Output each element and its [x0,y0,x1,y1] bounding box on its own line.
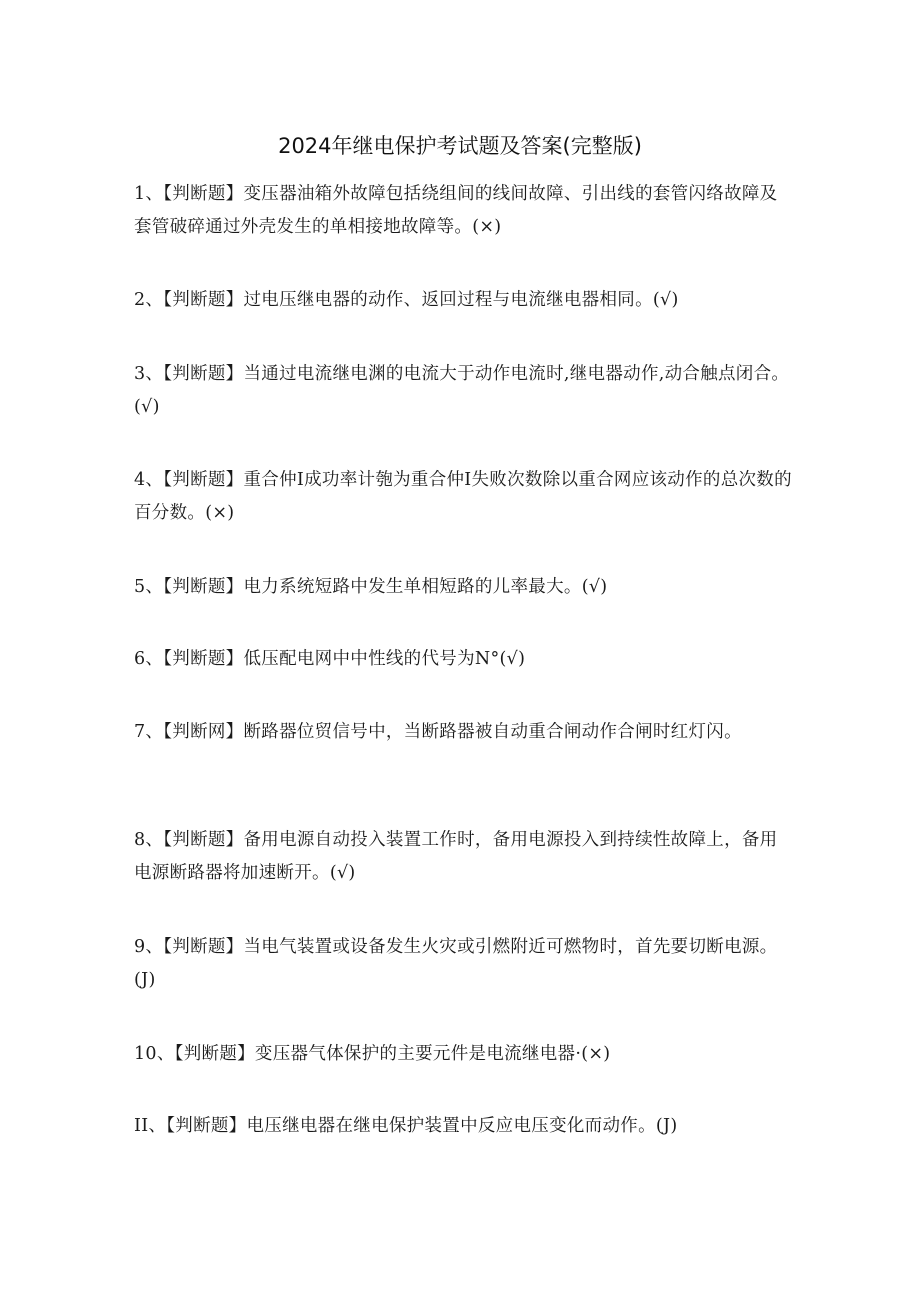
question-type-tag: 【判断题】 [174,1044,255,1064]
question-number: 10、 [134,1044,175,1064]
question-text: 当通过电流继电渊的电流大于动作电流时,继电器动作,动合触点闭合。 [243,364,790,384]
question-answer: (×) [205,503,235,523]
question-type-tag: 【判断题】 [163,470,244,490]
question-type-tag: 【判断题】 [163,937,244,957]
question-number: 8、 [134,830,164,850]
question-text: 低压配电网中中性线的代号为N° [243,649,500,669]
question-number: 5、 [134,577,164,597]
question-text: 当电气装置或设备发生火灾或引燃附近可燃物时，首先要切断电源。 [243,937,778,957]
question-number: 4、 [134,470,164,490]
question-answer: (J) [655,1116,678,1136]
question-answer: (√) [652,290,679,310]
question-answer: (×) [472,217,502,237]
question-item [134,1038,794,1071]
question-number: 3、 [134,364,164,384]
question-text: 电力系统短路中发生单相短路的儿率最大。 [243,577,582,597]
question-text: 电压继电器在继电保护装置中反应电压变化而动作。 [246,1116,656,1136]
question-item [134,358,794,424]
question-type-tag: 【判断题】 [163,649,244,669]
question-item [134,1110,794,1143]
question-number: II、 [134,1116,167,1136]
question-number: 9、 [134,937,164,957]
question-item [134,284,794,317]
question-text: 断路器位贸信号中，当断路器被自动重合闸动作合闸时红灯闪。 [243,722,742,742]
question-item [134,178,794,244]
question-type-tag: 【判断题】 [166,1116,247,1136]
question-text: 变压器油箱外故障包括绕组间的线间故障、引出线的套管闪络故障及套管破碎通过外壳发生的单相接地故障等。 [134,184,778,237]
question-type-tag: 【判断题】 [163,290,244,310]
question-number: 6、 [134,649,164,669]
question-answer: (√) [329,863,356,883]
question-answer: (J) [134,970,156,990]
question-number: 1、 [134,184,164,204]
question-answer: (×) [581,1044,611,1064]
question-answer: (√) [134,397,160,417]
question-text: 变压器气体保护的主要元件是电流继电器· [254,1044,582,1064]
question-item [134,464,794,530]
question-text: 备用电源自动投入装置工作时，备用电源投入到持续性故障上，备用电源断路器将加速断开。 [134,830,778,883]
question-type-tag: 【判断题】 [163,364,244,384]
question-item [134,824,794,890]
question-answer: (√) [581,577,608,597]
question-type-tag: 【判断题】 [163,577,244,597]
question-text: 过电压继电器的动作、返回过程与电流继电器相同。 [243,290,653,310]
question-type-tag: 【判断题】 [163,830,244,850]
question-answer: (√) [499,649,526,669]
question-item [134,643,794,676]
question-number: 2、 [134,290,164,310]
question-item [134,716,794,749]
question-type-tag: 【判断网】 [163,722,244,742]
document-title: 2024年继电保护考试题及答案(完整版) [278,134,642,158]
question-type-tag: 【判断题】 [163,184,244,204]
question-item [134,931,794,997]
question-item [134,571,794,604]
question-text: 重合仲I成功率计匏为重合仲I失败次数除以重合网应该动作的总次数的百分数。 [134,470,792,523]
question-number: 7、 [134,722,164,742]
